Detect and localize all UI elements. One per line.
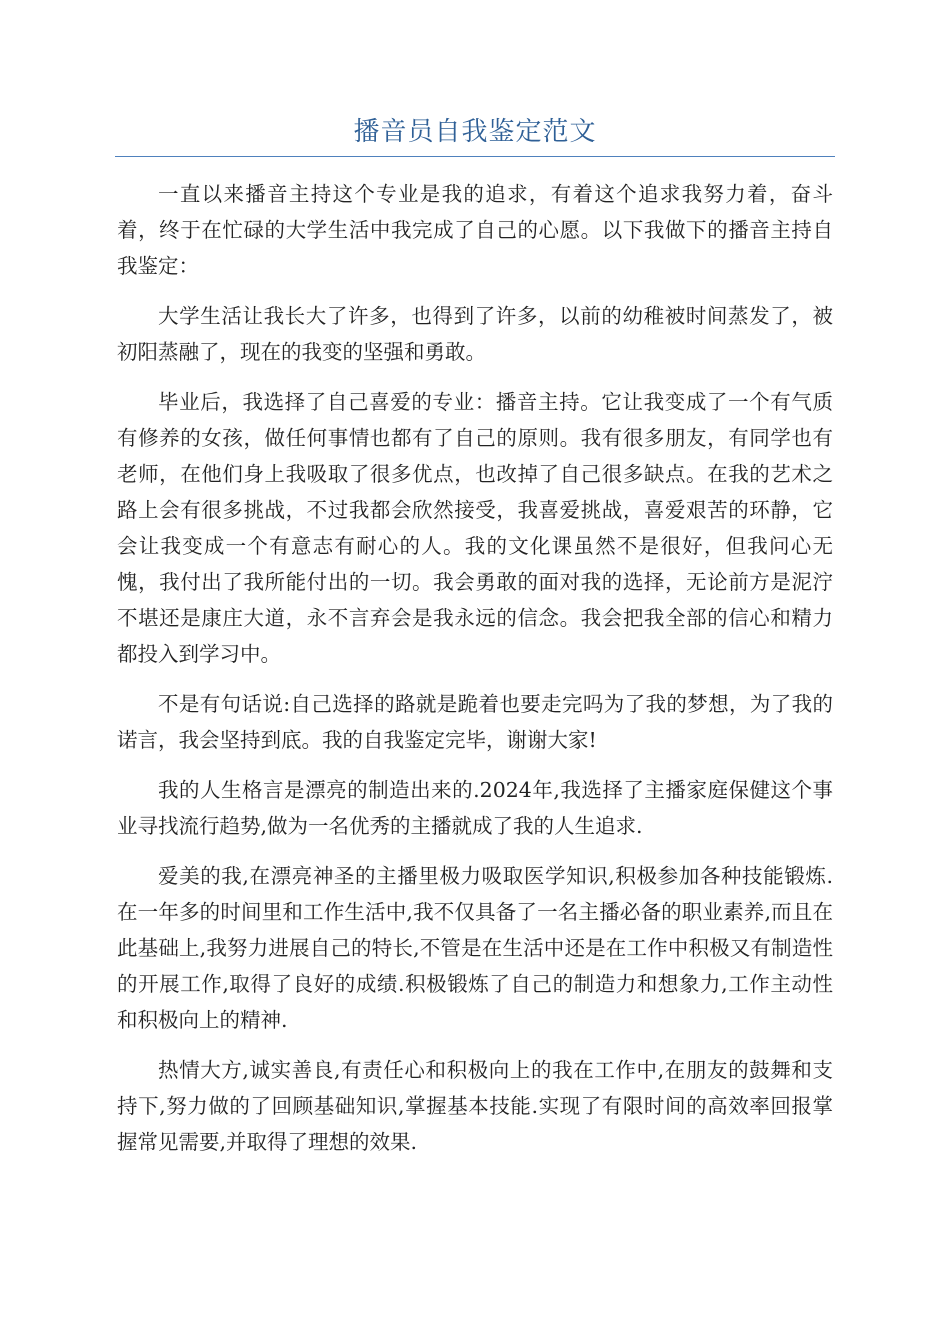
document-title: 播音员自我鉴定范文: [353, 117, 597, 147]
paragraph-7: 热情大方,诚实善良,有责任心和积极向上的我在工作中,在朋友的鼓舞和支持下,努力做的了回顾基础知识,掌握基本技能.实现了有限时间的高效率回报掌握常见需要,并取得了理想的效果.: [117, 1058, 833, 1154]
paragraph-2: 大学生活让我长大了许多，也得到了许多，以前的幼稚被时间蒸发了，被初阳蒸融了，现在的我变的坚强和勇敢。: [117, 304, 833, 364]
paragraph-6: 爱美的我,在漂亮神圣的主播里极力吸取医学知识,积极参加各种技能锻炼.在一年多的时间里和工作生活中,我不仅具备了一名主播必备的职业素养,而且在此基础上,我努力进展自己的特长,不管是在生活中还是在工作中积极又有制造性的开展工作,取得了良好的成绩.积极锻炼了自己的制造力和想象力,工作主动性和积极向上的精神.: [117, 864, 833, 1032]
title-block: [115, 112, 835, 157]
paragraph-3: 毕业后，我选择了自己喜爱的专业：播音主持。它让我变成了一个有气质有修养的女孩，做任何事情也都有了自己的原则。我有很多朋友，有同学也有老师，在他们身上我吸取了很多优点，也改掉了自己很多缺点。在我的艺术之路上会有很多挑战，不过我都会欣然接受，我喜爱挑战，喜爱艰苦的环静，它会让我变成一个有意志有耐心的人。我的文化课虽然不是很好，但我问心无愧，我付出了我所能付出的一切。我会勇敢的面对我的选择，无论前方是泥泞不堪还是康庄大道，永不言弃会是我永远的信念。我会把我全部的信心和精力都投入到学习中。: [117, 390, 833, 666]
paragraph-1: 一直以来播音主持这个专业是我的追求，有着这个追求我努力着，奋斗着，终于在忙碌的大学生活中我完成了自己的心愿。以下我做下的播音主持自我鉴定：: [117, 182, 833, 278]
document-body: [117, 176, 833, 1174]
paragraph-4: 不是有句话说:自己选择的路就是跪着也要走完吗为了我的梦想，为了我的诺言，我会坚持到底。我的自我鉴定完毕，谢谢大家!: [117, 692, 833, 752]
paragraph-5: 我的人生格言是漂亮的制造出来的.2024年,我选择了主播家庭保健这个事业寻找流行趋势,做为一名优秀的主播就成了我的人生追求.: [117, 778, 833, 838]
